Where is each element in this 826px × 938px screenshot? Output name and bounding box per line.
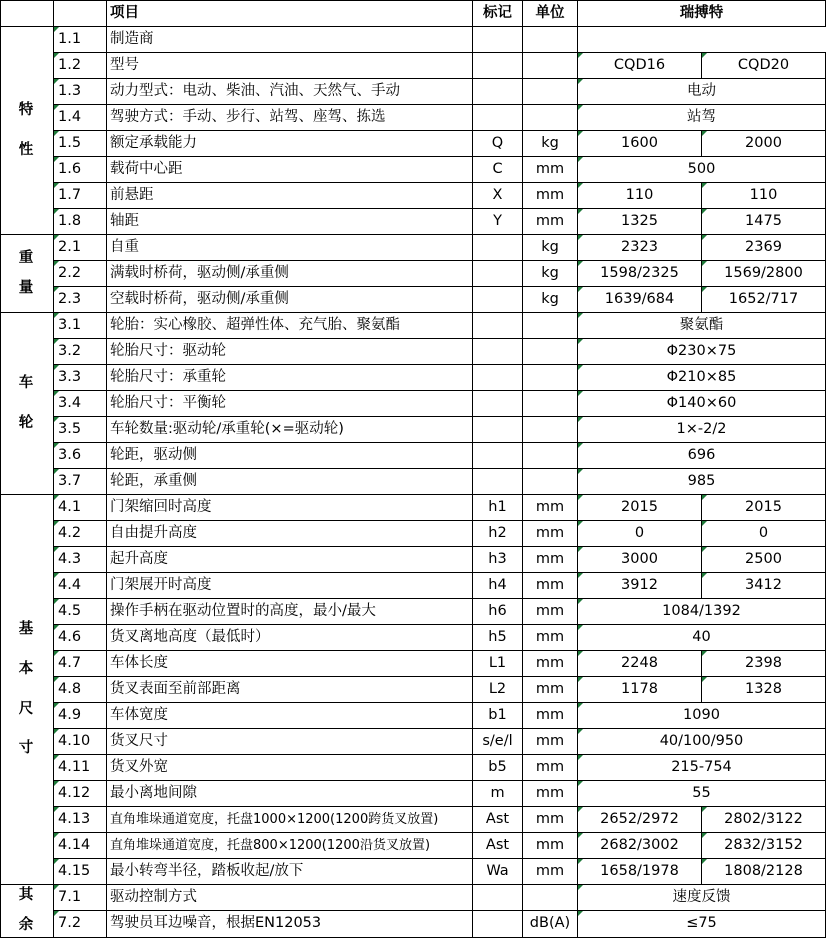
table-row (1, 703, 826, 729)
row-mark: h3 (473, 547, 523, 573)
row-value-cqd20: 2000 (702, 131, 826, 157)
row-unit (523, 105, 578, 131)
section-title (1, 27, 54, 235)
row-item: 载荷中心距 (107, 157, 473, 183)
table-row (1, 79, 826, 105)
row-mark: Q (473, 131, 523, 157)
row-unit: mm (523, 599, 578, 625)
row-number: 4.13 (54, 807, 107, 833)
table-row (1, 651, 826, 677)
row-value-cqd20: 1652/717 (702, 287, 826, 313)
row-unit: mm (523, 521, 578, 547)
table-row (1, 495, 826, 521)
row-value-cqd16: 3000 (578, 547, 702, 573)
row-value-cqd20: CQD20 (702, 53, 826, 79)
row-mark (473, 235, 523, 261)
row-value-cqd20: 2500 (702, 547, 826, 573)
row-number: 3.7 (54, 469, 107, 495)
row-number: 4.4 (54, 573, 107, 599)
row-number: 4.15 (54, 859, 107, 885)
table-row (1, 729, 826, 755)
table-row (1, 313, 826, 339)
row-mark: h1 (473, 495, 523, 521)
header-row (1, 1, 826, 27)
row-mark (473, 443, 523, 469)
row-item: 自重 (107, 235, 473, 261)
row-value-cqd20: 0 (702, 521, 826, 547)
section-title (1, 885, 54, 938)
table-row (1, 287, 826, 313)
row-item: 轮胎尺寸：平衡轮 (107, 391, 473, 417)
row-mark (473, 27, 523, 53)
row-value-cqd16: 1178 (578, 677, 702, 703)
row-number: 2.1 (54, 235, 107, 261)
row-value-shared: 1090 (578, 703, 826, 729)
row-value-cqd20: 110 (702, 183, 826, 209)
section-title-char: 寸 (18, 740, 36, 757)
row-number: 4.6 (54, 625, 107, 651)
row-item: 最小离地间隙 (107, 781, 473, 807)
row-unit: mm (523, 651, 578, 677)
row-unit: mm (523, 729, 578, 755)
section-title-char: 余 (18, 916, 36, 933)
row-number: 3.3 (54, 365, 107, 391)
table-row (1, 27, 826, 53)
table-row (1, 521, 826, 547)
row-value-cqd20: 2015 (702, 495, 826, 521)
section-title (1, 235, 54, 313)
row-unit: mm (523, 157, 578, 183)
row-item: 轮胎：实心橡胶、超弹性体、充气胎、聚氨酯 (107, 313, 473, 339)
row-item: 货叉离地高度（最低时） (107, 625, 473, 651)
row-unit (523, 443, 578, 469)
row-number: 4.14 (54, 833, 107, 859)
table-row (1, 599, 826, 625)
row-unit: mm (523, 833, 578, 859)
row-value-cqd16: 2652/2972 (578, 807, 702, 833)
section-title-char: 特 (18, 101, 36, 118)
row-mark: h2 (473, 521, 523, 547)
row-unit: mm (523, 573, 578, 599)
row-value-shared: Φ140×60 (578, 391, 826, 417)
row-value-cqd16: CQD16 (578, 53, 702, 79)
row-item: 前悬距 (107, 183, 473, 209)
row-mark: b5 (473, 755, 523, 781)
table-row (1, 53, 826, 79)
row-unit (523, 469, 578, 495)
row-value-cqd20: 1328 (702, 677, 826, 703)
header-mark: 标记 (473, 1, 523, 27)
row-unit: mm (523, 547, 578, 573)
row-value-shared: ≤75 (578, 911, 826, 937)
row-value-shared: 985 (578, 469, 826, 495)
row-item: 货叉外宽 (107, 755, 473, 781)
row-item: 驾驶员耳边噪音，根据EN12053 (107, 911, 473, 937)
table-row (1, 157, 826, 183)
row-value-shared: 站驾 (578, 105, 826, 131)
row-mark (473, 469, 523, 495)
table-row (1, 417, 826, 443)
row-value-cqd20: 3412 (702, 573, 826, 599)
table-row (1, 573, 826, 599)
table-row (1, 131, 826, 157)
section-title-char: 本 (18, 660, 36, 677)
row-mark (473, 287, 523, 313)
row-mark: s/e/l (473, 729, 523, 755)
row-value-cqd16: 2682/3002 (578, 833, 702, 859)
row-unit (523, 79, 578, 105)
row-item: 轮距，驱动侧 (107, 443, 473, 469)
row-item: 型号 (107, 53, 473, 79)
section-title (1, 495, 54, 885)
header-item: 项目 (107, 1, 473, 27)
row-value-shared: 1×-2/2 (578, 417, 826, 443)
row-item: 轮胎尺寸：驱动轮 (107, 339, 473, 365)
row-mark (473, 105, 523, 131)
table-row (1, 807, 826, 833)
row-value-cqd16: 3912 (578, 573, 702, 599)
row-number: 3.4 (54, 391, 107, 417)
header-blank-category (1, 1, 54, 27)
row-number: 4.3 (54, 547, 107, 573)
section-title-char: 性 (18, 141, 36, 158)
row-mark: b1 (473, 703, 523, 729)
row-mark: h5 (473, 625, 523, 651)
row-item: 制造商 (107, 27, 473, 53)
table-row (1, 859, 826, 885)
row-value-cqd16: 0 (578, 521, 702, 547)
row-mark: Ast (473, 807, 523, 833)
row-mark: C (473, 157, 523, 183)
row-item: 最小转弯半径，踏板收起/放下 (107, 859, 473, 885)
row-item: 额定承载能力 (107, 131, 473, 157)
row-value-shared: Φ210×85 (578, 365, 826, 391)
row-number: 1.3 (54, 79, 107, 105)
table-row (1, 547, 826, 573)
row-value-shared: 电动 (578, 79, 826, 105)
row-unit: mm (523, 495, 578, 521)
section-title-char: 基 (18, 621, 36, 637)
row-value-cqd16: 1658/1978 (578, 859, 702, 885)
row-value-cqd16: 2323 (578, 235, 702, 261)
row-unit: mm (523, 183, 578, 209)
row-unit: kg (523, 235, 578, 261)
section-title-char: 车 (18, 374, 36, 391)
row-value-shared: 55 (578, 781, 826, 807)
table-row (1, 183, 826, 209)
row-mark: m (473, 781, 523, 807)
row-unit (523, 391, 578, 417)
row-number: 7.2 (54, 911, 107, 937)
row-number: 4.8 (54, 677, 107, 703)
row-value-cqd20: 2369 (702, 235, 826, 261)
row-number: 4.1 (54, 495, 107, 521)
row-number: 4.12 (54, 781, 107, 807)
header-unit: 单位 (523, 1, 578, 27)
row-mark (473, 79, 523, 105)
section-title-char: 量 (18, 279, 36, 296)
row-value-cqd20: 1569/2800 (702, 261, 826, 287)
row-value-cqd20: 2398 (702, 651, 826, 677)
row-number: 1.7 (54, 183, 107, 209)
row-mark (473, 313, 523, 339)
row-mark: X (473, 183, 523, 209)
row-mark (473, 911, 523, 937)
row-number: 3.6 (54, 443, 107, 469)
row-value-shared: Φ230×75 (578, 339, 826, 365)
table-row (1, 391, 826, 417)
row-mark (473, 417, 523, 443)
row-value-shared: 500 (578, 157, 826, 183)
row-item: 车体宽度 (107, 703, 473, 729)
table-row (1, 209, 826, 235)
row-number: 4.11 (54, 755, 107, 781)
row-unit (523, 27, 578, 53)
table-row (1, 625, 826, 651)
row-mark (473, 885, 523, 911)
table-row (1, 339, 826, 365)
row-unit: kg (523, 287, 578, 313)
row-number: 1.5 (54, 131, 107, 157)
table-row (1, 105, 826, 131)
table-row (1, 261, 826, 287)
row-item: 起升高度 (107, 547, 473, 573)
row-mark: h4 (473, 573, 523, 599)
row-value-cqd20: 1808/2128 (702, 859, 826, 885)
table-row (1, 443, 826, 469)
row-item: 直角堆垛通道宽度，托盘800×1200(1200沿货叉放置) (107, 833, 473, 859)
row-value-shared: 速度反馈 (578, 885, 826, 911)
table-row (1, 885, 826, 911)
row-item: 满载时桥荷，驱动侧/承重侧 (107, 261, 473, 287)
row-mark: Y (473, 209, 523, 235)
row-unit (523, 365, 578, 391)
section-title-char: 轮 (18, 414, 36, 431)
row-value-cqd16: 2248 (578, 651, 702, 677)
row-item: 车轮数量:驱动轮/承重轮(×=驱动轮) (107, 417, 473, 443)
table-row (1, 781, 826, 807)
row-item: 驱动控制方式 (107, 885, 473, 911)
row-number: 1.8 (54, 209, 107, 235)
table-row (1, 469, 826, 495)
section-title-char: 其 (18, 887, 36, 903)
table-row (1, 365, 826, 391)
row-mark (473, 365, 523, 391)
row-mark: h6 (473, 599, 523, 625)
row-number: 1.6 (54, 157, 107, 183)
row-unit (523, 53, 578, 79)
row-unit: mm (523, 703, 578, 729)
row-unit: mm (523, 859, 578, 885)
row-value-shared: 215-754 (578, 755, 826, 781)
row-number: 1.2 (54, 53, 107, 79)
row-item: 轴距 (107, 209, 473, 235)
row-number: 3.2 (54, 339, 107, 365)
row-number: 4.9 (54, 703, 107, 729)
section-title-char: 尺 (18, 700, 36, 717)
row-unit: kg (523, 131, 578, 157)
row-item: 驾驶方式：手动、步行、站驾、座驾、拣选 (107, 105, 473, 131)
row-unit (523, 313, 578, 339)
row-unit: mm (523, 755, 578, 781)
row-item: 空载时桥荷，驱动侧/承重侧 (107, 287, 473, 313)
row-item: 轮距，承重侧 (107, 469, 473, 495)
row-number: 4.10 (54, 729, 107, 755)
row-item: 直角堆垛通道宽度，托盘1000×1200(1200跨货叉放置) (107, 807, 473, 833)
row-number: 3.5 (54, 417, 107, 443)
row-number: 2.2 (54, 261, 107, 287)
row-value-cqd20: 2832/3152 (702, 833, 826, 859)
table-row (1, 677, 826, 703)
row-number: 4.5 (54, 599, 107, 625)
row-mark (473, 339, 523, 365)
row-value-shared: 1084/1392 (578, 599, 826, 625)
row-value-shared: 聚氨酯 (578, 313, 826, 339)
row-value-shared: 40/100/950 (578, 729, 826, 755)
row-number: 1.1 (54, 27, 107, 53)
row-mark: Wa (473, 859, 523, 885)
row-item: 动力型式：电动、柴油、汽油、天然气、手动 (107, 79, 473, 105)
section-title (1, 313, 54, 495)
row-item: 自由提升高度 (107, 521, 473, 547)
row-number: 4.2 (54, 521, 107, 547)
row-value-shared: 40 (578, 625, 826, 651)
row-item: 货叉尺寸 (107, 729, 473, 755)
row-value-cqd16: 1639/684 (578, 287, 702, 313)
row-value-shared: 696 (578, 443, 826, 469)
row-unit: mm (523, 209, 578, 235)
table-row (1, 833, 826, 859)
row-unit: mm (523, 807, 578, 833)
row-value-cqd16: 2015 (578, 495, 702, 521)
row-mark (473, 391, 523, 417)
row-value-cqd20: 1475 (702, 209, 826, 235)
row-value-cqd16: 1325 (578, 209, 702, 235)
row-mark: Ast (473, 833, 523, 859)
row-unit: dB(A) (523, 911, 578, 937)
row-unit: mm (523, 625, 578, 651)
header-brand: 瑞搏特 (578, 1, 826, 27)
row-unit (523, 885, 578, 911)
row-item: 轮胎尺寸：承重轮 (107, 365, 473, 391)
row-unit (523, 339, 578, 365)
section-title-char: 重 (18, 249, 36, 266)
table-row (1, 235, 826, 261)
row-item: 门架缩回时高度 (107, 495, 473, 521)
row-item: 操作手柄在驱动位置时的高度，最小/最大 (107, 599, 473, 625)
row-mark: L2 (473, 677, 523, 703)
header-blank-number (54, 1, 107, 27)
row-number: 1.4 (54, 105, 107, 131)
row-mark: L1 (473, 651, 523, 677)
row-mark (473, 53, 523, 79)
row-item: 车体长度 (107, 651, 473, 677)
row-unit: kg (523, 261, 578, 287)
row-value-cqd16: 1600 (578, 131, 702, 157)
row-number: 4.7 (54, 651, 107, 677)
row-unit: mm (523, 781, 578, 807)
row-unit: mm (523, 677, 578, 703)
row-unit (523, 417, 578, 443)
row-mark (473, 261, 523, 287)
row-value-cqd16: 1598/2325 (578, 261, 702, 287)
row-number: 2.3 (54, 287, 107, 313)
row-value-cqd20: 2802/3122 (702, 807, 826, 833)
row-item: 门架展开时高度 (107, 573, 473, 599)
row-number: 3.1 (54, 313, 107, 339)
row-number: 7.1 (54, 885, 107, 911)
table-row (1, 755, 826, 781)
table-row (1, 911, 826, 937)
row-value-cqd16: 110 (578, 183, 702, 209)
row-item: 货叉表面至前部距离 (107, 677, 473, 703)
